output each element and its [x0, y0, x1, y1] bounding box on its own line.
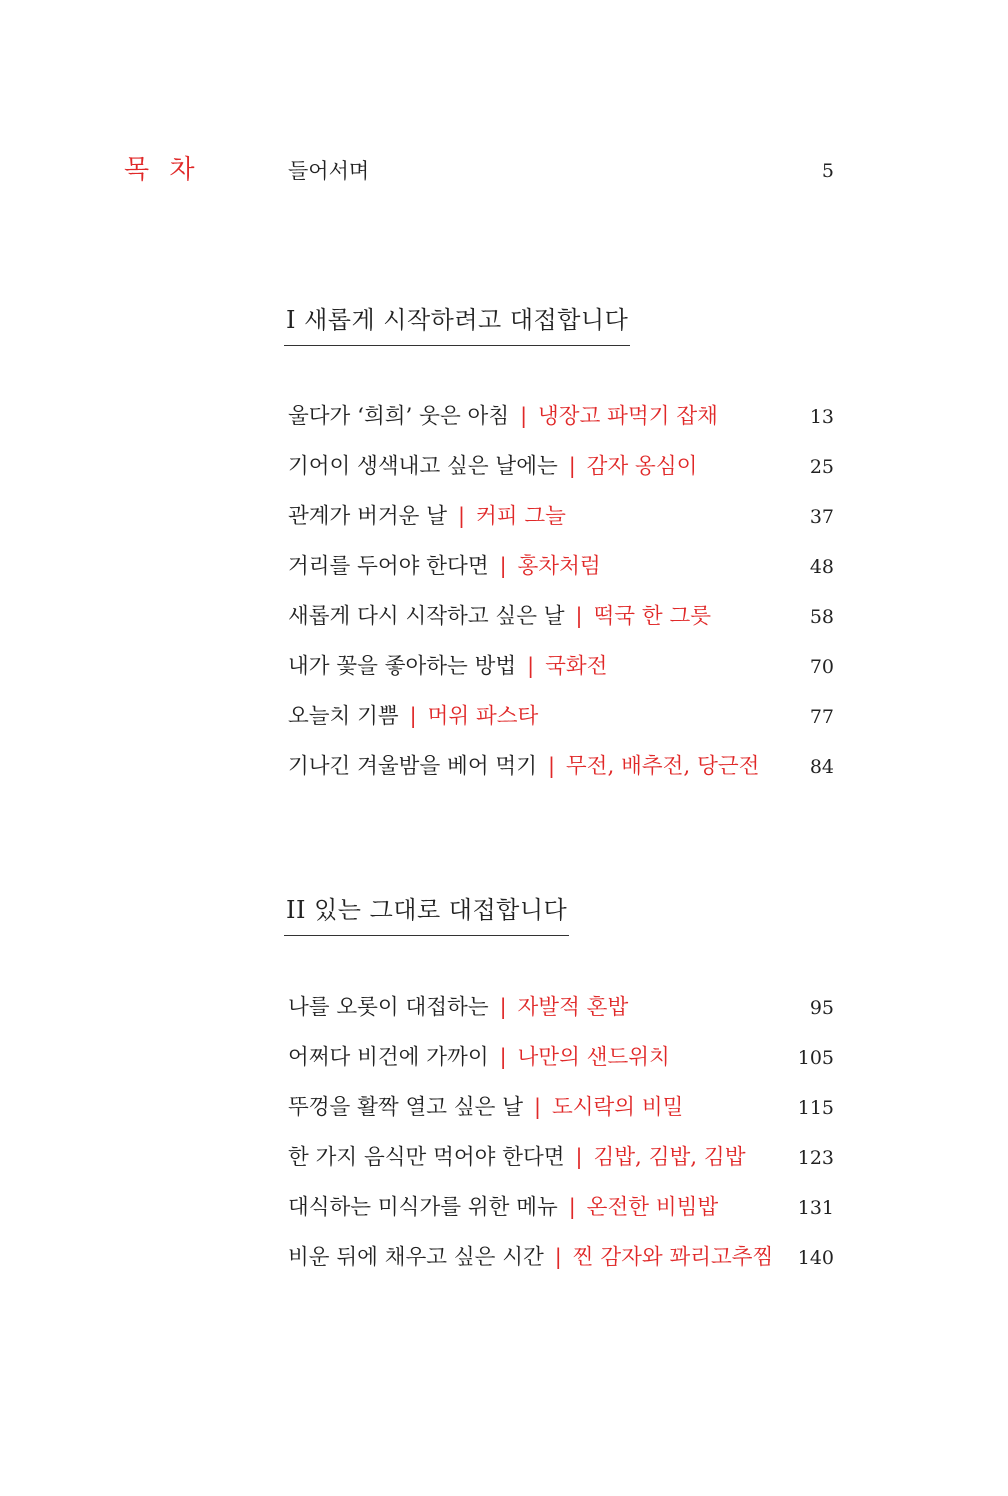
entry-subtitle: 온전한 비빔밥 — [586, 1195, 719, 1220]
separator-bar: | — [568, 1195, 576, 1220]
toc-entry[interactable] — [288, 547, 834, 597]
entry-page-number: 115 — [797, 1097, 834, 1119]
entry-title: 한 가지 음식만 먹어야 한다면 — [288, 1145, 565, 1170]
entry-title: 새롭게 다시 시작하고 싶은 날 — [288, 604, 565, 629]
entry-page-number: 131 — [797, 1197, 834, 1219]
section-entries — [288, 988, 834, 1288]
separator-bar: | — [519, 404, 528, 429]
separator-bar: | — [575, 1145, 583, 1170]
entry-page-number: 70 — [809, 656, 834, 678]
separator-bar: | — [533, 1095, 542, 1120]
toc-entry[interactable] — [288, 1188, 834, 1238]
separator-bar: | — [499, 1045, 507, 1070]
toc-entry[interactable] — [288, 597, 834, 647]
separator-bar: | — [527, 654, 535, 679]
toc-entry-text — [288, 597, 711, 637]
toc-entry-text — [288, 497, 566, 537]
separator-bar: | — [554, 1245, 562, 1270]
separator-bar: | — [547, 754, 556, 779]
entry-subtitle: 커피 그늘 — [476, 504, 566, 529]
entry-page-number: 58 — [809, 606, 834, 628]
separator-bar: | — [499, 554, 507, 579]
toc-entry[interactable] — [288, 447, 834, 497]
entry-subtitle: 머위 파스타 — [427, 704, 539, 729]
toc-entry-text — [288, 1088, 683, 1128]
entry-title: 뚜껑을 활짝 열고 싶은 날 — [288, 1095, 524, 1120]
toc-entry-text — [288, 1188, 718, 1228]
toc-entry[interactable] — [288, 747, 834, 797]
toc-entry[interactable] — [288, 697, 834, 747]
entry-subtitle: 자발적 혼밥 — [517, 995, 629, 1020]
toc-entry[interactable] — [288, 497, 834, 547]
separator-bar: | — [499, 995, 507, 1020]
entry-subtitle: 국화전 — [545, 654, 608, 679]
entry-page-number: 77 — [809, 706, 834, 728]
section-heading: II 있는 그대로 대접합니다 — [284, 890, 569, 936]
toc-entry-text — [288, 1038, 670, 1078]
toc-entry-text — [288, 697, 538, 737]
toc-entry[interactable] — [288, 1138, 834, 1188]
entry-title: 기나긴 겨울밤을 베어 먹기 — [288, 754, 537, 779]
entry-title: 오늘치 기쁨 — [288, 704, 399, 729]
entry-title: 대식하는 미식가를 위한 메뉴 — [288, 1195, 558, 1220]
toc-entry[interactable] — [288, 397, 834, 447]
entry-page-number: 95 — [809, 997, 834, 1019]
entry-subtitle: 무전, 배추전, 당근전 — [565, 754, 760, 779]
toc-entry[interactable] — [288, 988, 834, 1038]
entry-page-number: 140 — [797, 1247, 834, 1269]
intro-title[interactable]: 들어서며 — [288, 159, 370, 183]
entry-page-number: 105 — [797, 1047, 834, 1069]
toc-entry[interactable] — [288, 647, 834, 697]
entry-page-number: 13 — [809, 406, 834, 428]
toc-entry-text — [288, 397, 718, 437]
entry-subtitle: 찐 감자와 꽈리고추찜 — [572, 1245, 774, 1270]
entry-page-number: 84 — [809, 756, 834, 778]
separator-bar: | — [457, 504, 466, 529]
toc-entry-text — [288, 447, 697, 487]
toc-entry-text — [288, 747, 759, 787]
entry-page-number: 123 — [797, 1147, 834, 1169]
entry-title: 관계가 버거운 날 — [288, 504, 448, 529]
separator-bar: | — [409, 704, 417, 729]
entry-subtitle: 감자 옹심이 — [586, 454, 698, 479]
toc-entry[interactable] — [288, 1088, 834, 1138]
toc-entry-text — [288, 647, 607, 687]
entry-subtitle: 도시락의 비밀 — [551, 1095, 684, 1120]
entry-subtitle: 김밥, 김밥, 김밥 — [593, 1145, 746, 1170]
entry-title: 거리를 두어야 한다면 — [288, 554, 489, 579]
toc-entry-text — [288, 547, 601, 587]
entry-title: 기어이 생색내고 싶은 날에는 — [288, 454, 558, 479]
entry-subtitle: 홍차처럼 — [517, 554, 601, 579]
entry-title: 비운 뒤에 채우고 싶은 시간 — [288, 1245, 544, 1270]
separator-bar: | — [575, 604, 583, 629]
entry-subtitle: 나만의 샌드위치 — [517, 1045, 670, 1070]
section-heading: I 새롭게 시작하려고 대접합니다 — [284, 300, 630, 346]
separator-bar: | — [568, 454, 576, 479]
toc-label: 목 차 — [124, 155, 201, 185]
entry-page-number: 37 — [809, 506, 834, 528]
toc-entry-text — [288, 988, 628, 1028]
entry-page-number: 25 — [809, 456, 834, 478]
toc-entry-text — [288, 1238, 773, 1278]
entry-subtitle: 냉장고 파먹기 잡채 — [538, 404, 718, 429]
entry-page-number: 48 — [809, 556, 834, 578]
toc-entry-text — [288, 1138, 745, 1178]
entry-title: 내가 꽃을 좋아하는 방법 — [288, 654, 517, 679]
entry-subtitle: 떡국 한 그릇 — [593, 604, 712, 629]
toc-entry[interactable] — [288, 1238, 834, 1288]
intro-page-number: 5 — [821, 160, 834, 182]
section-entries — [288, 397, 834, 797]
entry-title: 나를 오롯이 대접하는 — [288, 995, 489, 1020]
entry-title: 울다가 ‘희희’ 웃은 아침 — [288, 404, 510, 429]
entry-title: 어쩌다 비건에 가까이 — [288, 1045, 489, 1070]
toc-entry[interactable] — [288, 1038, 834, 1088]
